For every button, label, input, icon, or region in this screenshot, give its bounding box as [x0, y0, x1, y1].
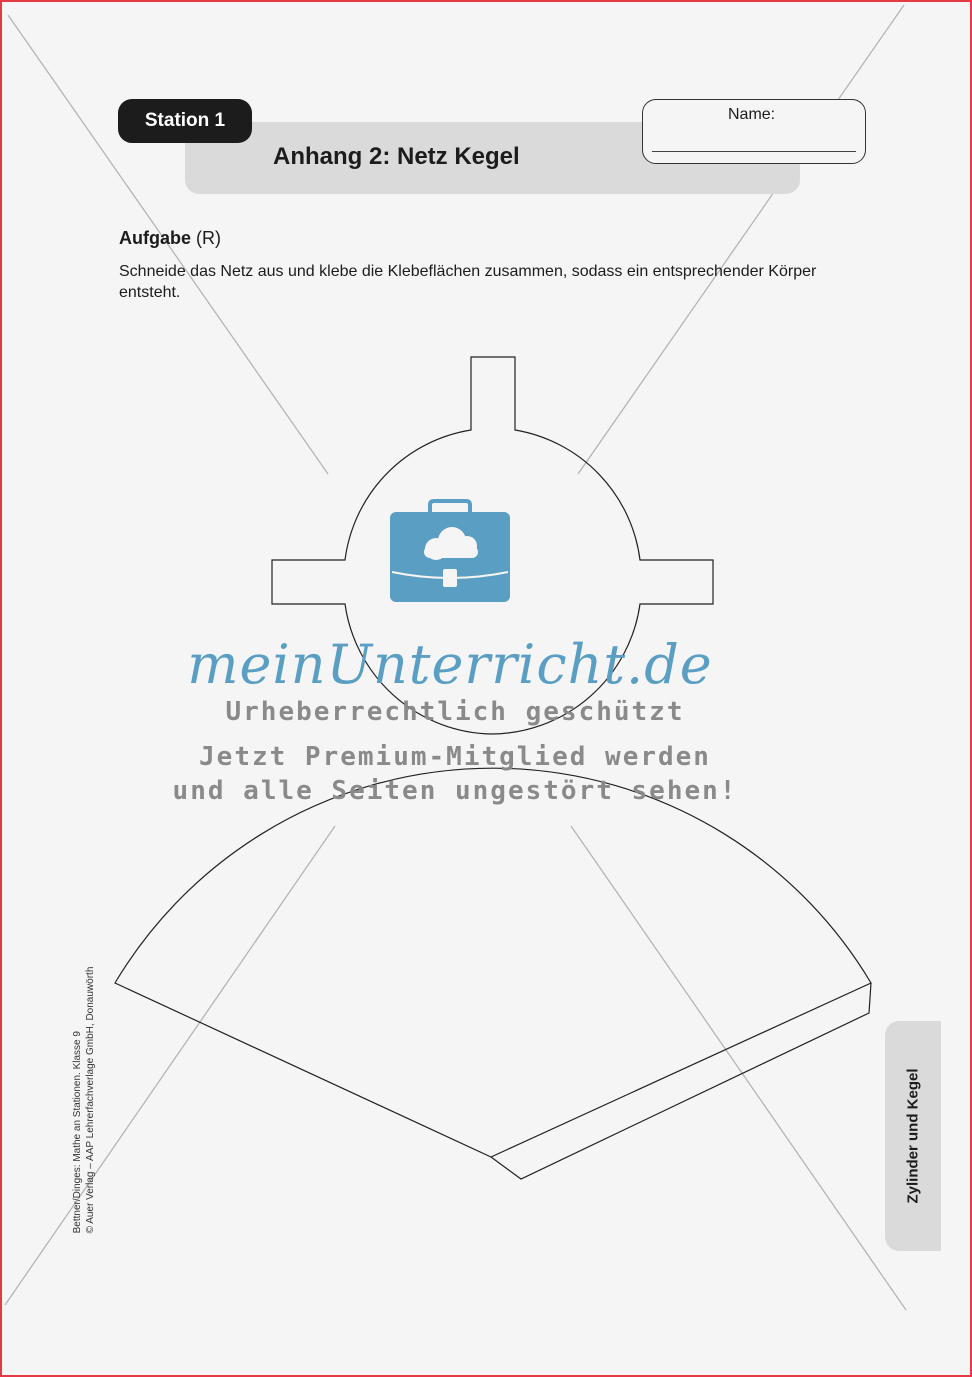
watermark-line-1: Urheberrechtlich geschützt: [225, 697, 685, 727]
watermark-line-2: Jetzt Premium-Mitglied werden: [199, 742, 711, 772]
cone-mantle-sector: [115, 768, 871, 1157]
page-title: Anhang 2: Netz Kegel: [273, 143, 520, 170]
name-field-line[interactable]: [652, 151, 856, 152]
publisher-credits: [71, 967, 97, 1234]
station-badge: Station 1: [118, 99, 252, 143]
task-heading-text: Aufgabe: [119, 228, 191, 248]
name-label: Name:: [728, 106, 776, 123]
task-heading: [119, 228, 221, 249]
task-level: (R): [196, 228, 222, 248]
watermark-premium-text: [0, 740, 910, 808]
glue-strip: [491, 983, 871, 1179]
credit-line-1: Bettner/Dinges: Mathe an Stationen. Klasse 9: [72, 1031, 83, 1234]
credit-line-2: © Auer Verlag – AAP Lehrerfachverlage GmbH, Donauwörth: [85, 966, 96, 1234]
briefcase-cloud-icon: [390, 501, 510, 602]
watermark-line-3: und alle Seiten ungestört sehen!: [172, 776, 738, 806]
topic-label: Zylinder und Kegel: [904, 1068, 922, 1204]
topic-side-tab: [885, 1021, 941, 1251]
task-instruction: Schneide das Netz aus und klebe die Klebeflächen zusammen, sodass ein entsprechender Körper entsteht.: [119, 263, 817, 301]
watermark-brand: meinUnterricht.de: [187, 633, 713, 696]
